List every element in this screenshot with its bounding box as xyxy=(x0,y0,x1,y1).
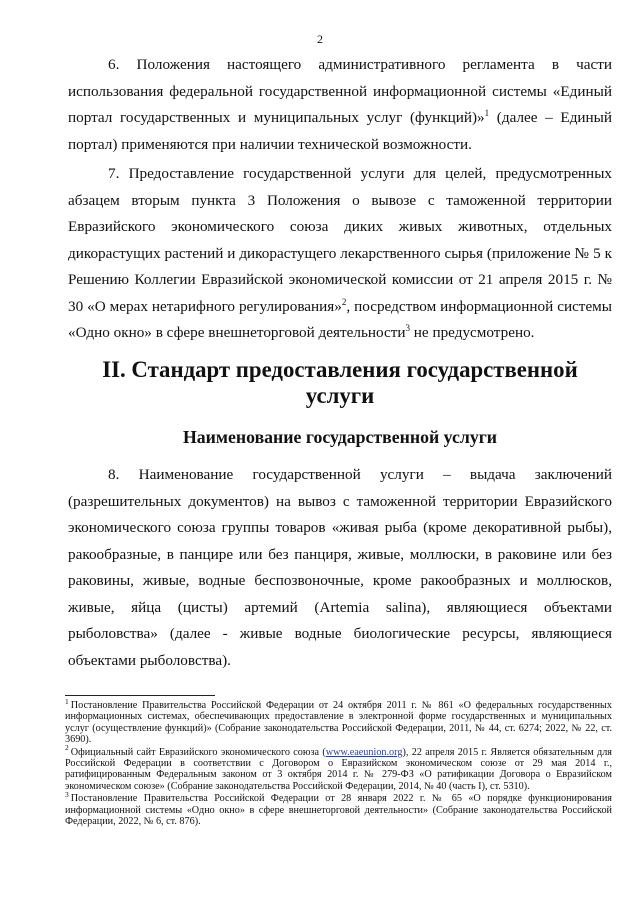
footnotes xyxy=(65,696,612,828)
footnote-1 xyxy=(65,696,612,746)
eaeunion-link[interactable]: www.eaeunion.org xyxy=(325,746,403,758)
subsection-heading: Наименование государственной услуги xyxy=(182,426,498,447)
body-text xyxy=(68,52,612,674)
footnote-separator xyxy=(65,695,215,696)
paragraph-8 xyxy=(68,462,612,674)
paragraph-7-middle: , посредством информационной системы «Одно окно» в сфере внешнеторговой деятельности xyxy=(68,297,612,341)
footnote-3-number: 3 xyxy=(65,789,69,799)
footnote-1-text: Постановление Правительства Российской Федерации от 24 октября 2011 г. № 861 «О федеральных государственных информационных системах, обеспечивающих предоставление в электронной форме государственных и муниципальных услуг (осуществление функций)» (Собрание законодательства Российской Федерации, 2011, № 44, ст. 6274; 2022, № 22, ст. 3690). xyxy=(65,700,612,746)
footnote-2-number: 2 xyxy=(65,743,69,753)
paragraph-6-text: 6. Положения настоящего административного регламента в части использования федеральной государственной информационной системы «Единый портал государственных и муниципальных услуг (функций)» xyxy=(68,56,612,126)
paragraph-7 xyxy=(68,161,612,347)
paragraph-7-text: 7. Предоставление государственной услуги для целей, предусмотренных абзацем вторым пункта 3 Положения о вывозе с таможенной территории Евразийского экономического союза диких живых животных, отдельных дикорастущих растений и дикорастущего лекарственного сырья (приложение № 5 к Решению Коллегии Евразийской экономической комиссии от 21 апреля 2015 г. № 30 «О мерах нетарифного регулирования» xyxy=(68,165,612,315)
paragraph-6 xyxy=(68,52,612,158)
footnote-3 xyxy=(65,789,612,828)
footnote-ref-1[interactable]: 1 xyxy=(484,107,490,118)
footnote-3-text: Постановление Правительства Российской Федерации от 28 января 2022 г. № 65 «О порядке функционирования информационной системы «Одно окно» в сфере внешнеторговой деятельности» (Собрание законодательства Российской Федерации, 2022, № 6, ст. 876). xyxy=(65,793,612,828)
paragraph-8-text: 8. Наименование государственной услуги – выдача заключений (разрешительных документов) на вывоз с таможенной территории Евразийского экономического союза группы товаров «живая рыба (кроме декоративной рыбы), ракообразные, в панцире или без панциря, живые, моллюски, в раковине или без раковины, живые, водные беспозвоночные, кроме ракообразных и моллюсков, живые, яйца (цисты) артемий (Artemia salina), являющиеся объектами рыболовства» (далее - живые водные биологические ресурсы, являющиеся объектами рыболовства). xyxy=(68,466,612,669)
footnote-ref-2[interactable]: 2 xyxy=(341,296,347,307)
paragraph-7-tail: не предусмотрено. xyxy=(410,324,535,341)
footnote-ref-3[interactable]: 3 xyxy=(405,322,410,333)
section-heading: II. Стандарт предоставления государственной услуги xyxy=(102,356,578,408)
footnote-2 xyxy=(65,743,612,793)
footnote-1-number: 1 xyxy=(65,696,69,706)
page-number: 2 xyxy=(317,32,323,46)
paragraph-6-tail: (далее – Единый портал) применяются при наличии технической возможности. xyxy=(68,109,613,153)
footnote-2-text-before: Официальный сайт Евразийского экономического союза ( xyxy=(70,746,326,758)
footnote-2-text-after: ), 22 апреля 2015 г. Является обязательным для Российской Федерации в соответствии с Договором о Евразийском экономическом союзе от 29 мая 2014 г., ратифицированным Федеральным законом от 3 октября 2014 г. № 279-ФЗ «О ратификации Договора о Евразийском экономическом союзе» (Собрание законодательства Российской Федерации, 2014, № 40 (часть I), ст. 5310). xyxy=(65,746,612,792)
